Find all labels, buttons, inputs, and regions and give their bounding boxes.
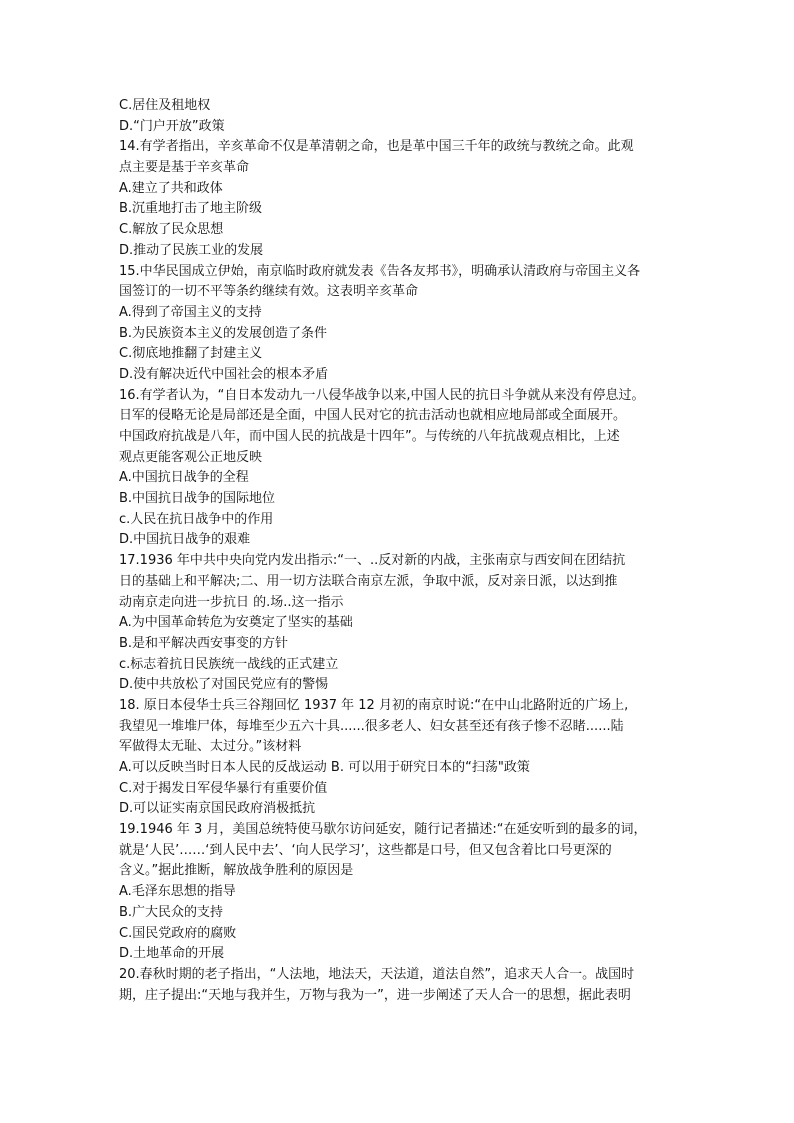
option-line: A.为中国革命转危为安奠定了坚实的基础 (119, 615, 353, 631)
text-line: 期，庄子提出:“天地与我并生，万物与我为一”，进一步阐述了天人合一的思想，据此表明 (119, 987, 631, 1003)
option-line: A.中国抗日战争的全程 (119, 470, 249, 486)
text-line: 日军的侵略无论是局部还是全面，中国人民对它的抗击活动也就相应地局部或全面展开。 (119, 408, 627, 424)
option-line: A.建立了共和政体 (119, 180, 223, 196)
question-16-stem: 16.有学者认为，“自日本发动九一八侵华战争以来,中国人民的抗日斗争就从来没有停息过。 (119, 387, 645, 403)
question-15-stem: 15.中华民国成立伊始，南京临时政府就发表《告各友邦书》，明确承认清政府与帝国主义各 (119, 263, 641, 279)
text-line: C.居住及租地权 (119, 98, 211, 113)
question-20-stem: 20.春秋时期的老子指出，“人法地，地法天，天法道，道法自然”，追求天人合一。战国时 (119, 966, 635, 982)
option-line: C.对于揭发日军侵华暴行有重要价值 (119, 780, 328, 796)
text-line: 日的基础上和平解决;二、用一切方法联合南京左派，争取中派，反对亲日派，以达到推 (119, 573, 618, 589)
document-page (119, 96, 689, 1006)
option-line: D.土地革命的开展 (119, 946, 225, 962)
text-line: 我望见一堆堆尸体，每堆至少五六十具......很多老人、妇女甚至还有孩子惨不忍睹......陆 (119, 718, 624, 734)
text-line: 点主要是基于辛亥革命 (119, 160, 250, 176)
option-line: A.毛泽东思想的指导 (119, 884, 236, 900)
text-line: 观点更能客观公正地反映 (119, 449, 263, 465)
text-line: 动南京走向进一步抗日 的.场..这一指示 (119, 594, 344, 610)
text-line: D.“门户开放”政策 (119, 118, 225, 134)
question-17-stem: 17.1936 年中共中央向党内发出指示:“一、..反对新的内战，主张南京与西安间在团结抗 (119, 553, 626, 569)
option-line: D.中国抗日战争的艰难 (119, 532, 251, 548)
option-line: D.推动了民族工业的发展 (119, 242, 264, 258)
option-line: A.得到了帝国主义的支持 (119, 304, 262, 320)
option-line: C.彻底地推翻了封建主义 (119, 346, 263, 362)
question-19-stem: 19.1946 年 3 月，美国总统特使马歇尔访问延安，随行记者描述:“在延安听到的最多的词， (119, 822, 647, 838)
option-line: c.标志着抗日民族统一战线的正式建立 (119, 656, 339, 672)
option-line: c.人民在抗日战争中的作用 (119, 511, 274, 527)
option-line: A.可以反映当时日本人民的反战运动 B. 可以用于研究日本的“扫荡"政策 (119, 760, 530, 775)
option-line: C.解放了民众思想 (119, 222, 224, 238)
text-line: 就是‘人民’……‘到人民中去’、‘向人民学习’，这些都是口号，但又包含着比口号更深的 (119, 842, 612, 858)
option-line: C.国民党政府的腐败 (119, 925, 237, 941)
option-line: B.广大民众的支持 (119, 904, 224, 920)
question-18-stem: 18. 原日本侵华士兵三谷翔回忆 1937 年 12 月初的南京时说:“在中山北路附近的广场上, (119, 697, 629, 713)
option-line: B.为民族资本主义的发展创造了条件 (119, 325, 328, 341)
question-14-stem: 14.有学者指出，辛亥革命不仅是革清朝之命，也是革中国三千年的政统与教统之命。此观 (119, 139, 634, 155)
text-line: 中国政府抗战是八年，而中国人民的抗战是十四年”。与传统的八年抗战观点相比，上述 (119, 429, 620, 444)
option-line: B.沉重地打击了地主阶级 (119, 201, 263, 217)
option-line: D.使中共放松了对国民党应有的警惕 (119, 677, 329, 693)
option-line: B.中国抗日战争的国际地位 (119, 491, 276, 507)
text-line: 军做得太无耻、太过分。”该材料 (119, 739, 302, 755)
text-line: 国签订的一切不平等条约继续有效。这表明辛亥革命 (119, 284, 419, 300)
text-line: 含义。”据此推断，解放战争胜利的原因是 (119, 863, 354, 879)
option-line: D.没有解决近代中国社会的根本矛盾 (119, 366, 329, 382)
option-line: D.可以证实南京国民政府消极抵抗 (119, 801, 316, 817)
option-line: B.是和平解决西安事变的方针 (119, 635, 289, 651)
